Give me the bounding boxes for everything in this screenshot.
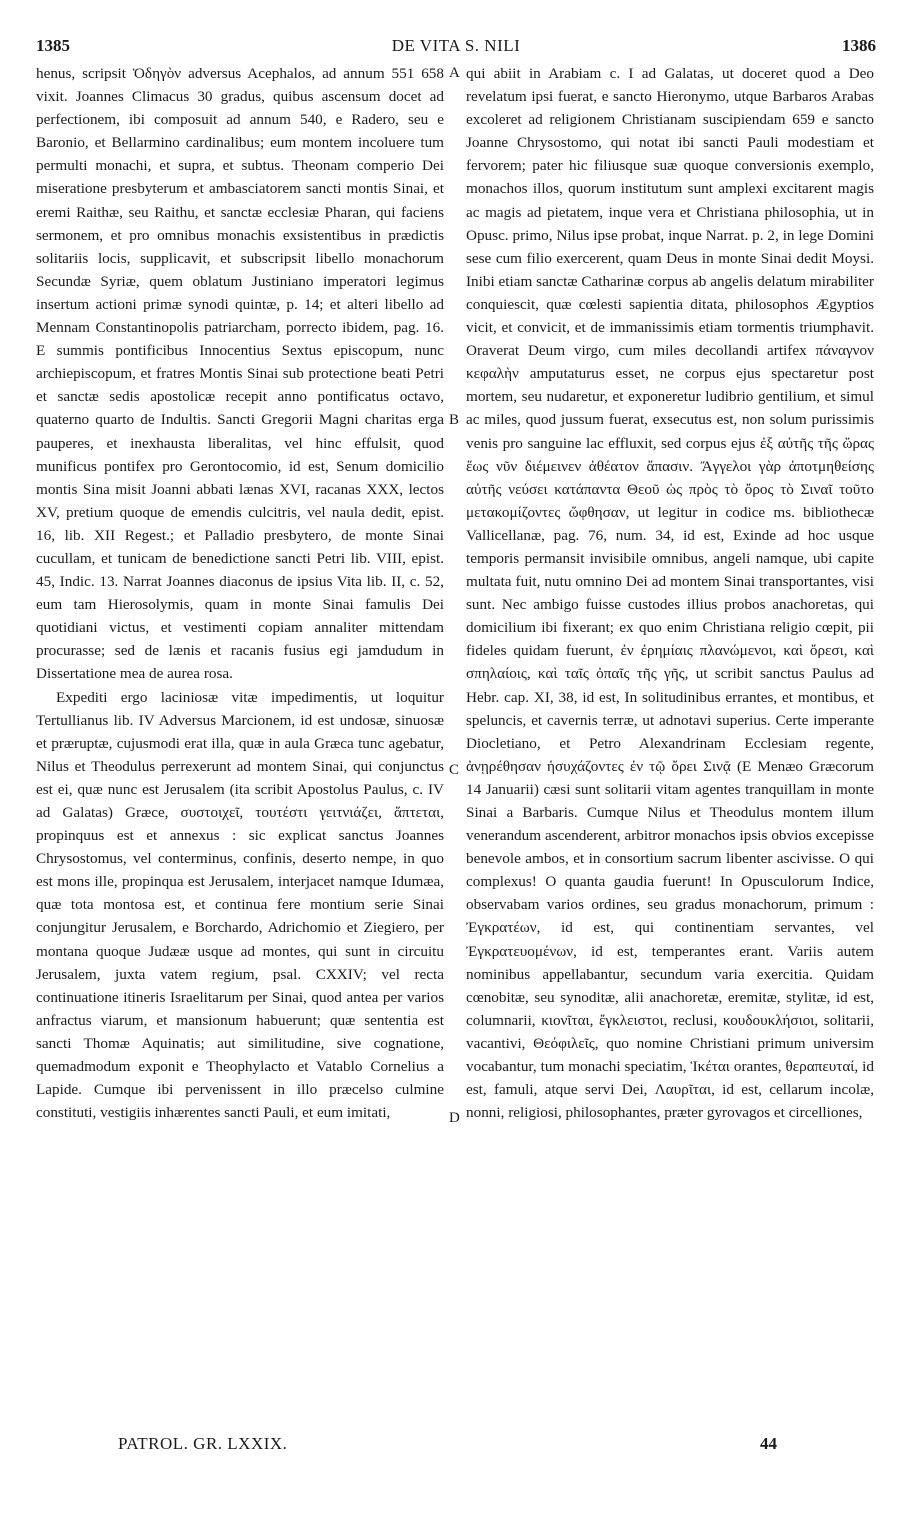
margin-letter-a: A [449,65,460,81]
running-title: DE VITA S. NILI [391,36,521,55]
paragraph-left-2: Expediti ergo laciniosæ vitæ impedimentis, ut loquitur Tertullianus lib. IV Adversus Marcionem, id est undosæ, sinuosæ et præruptæ, cujusmodi erat illa, quæ in aula Græca tunc agebatur, Nilus et Theodulus perrexerunt ad montem Sinai, qui conjunctus est ei, quæ nunc est Jerusalem (ita scribit Apostolus Paulus, c. IV ad Galatas) Græce, συστοιχεῖ, τουτέστι γειτνιάζει, ἅπτεται, propinquus est et annexus : sic explicat sanctus Joannes Chrysostomus, vel conterminus, confinis, deserto nempe, in quo est mons ille, propinqua est Jerusalem, interjacet namque Idumæa, quæ tota montosa est, et continua fere montium serie Sinai conjungitur Jerusalem, e Borchardo, Adrichomio et Ziegiero, per montana quoque Judææ usque ad montes, qui sunt in circuitu Jerusalem, juxta vatem regium, psal. CXXIV; vel recta continuatione itineris Israelitarum per Sinai, quod antea per varios anfractus viarum, et mansionum habuerunt; quæ sententia est sancti Thomæ Aquinatis; aut similitudine, sive cognatione, quemadmodum exponit e Theophylacto et Vatablo Cornelius a Lapide. Cumque ibi pervenissent in illo præcelso culmine constituti, vestigiis inhærentes sancti Pauli, et eum imitati, [36,688,444,1122]
paragraph-left-1: henus, scripsit Ὁδηγὸν adversus Acephalos, ad annum 551 658 vixit. Joannes Climacus 30 gradus, quibus ascensum docet ad perfectionem, ibi composuit ad annum 540, e Radero, seu e Baronio, et Bellarmino cardinalibus; eum montem incoluere tum permulti monachi, et supra, et subtus. Theonam comperio Dei miseratione presbyterum et ambasciatorem sancti montis Sinai, et eremi Raithæ, seu Raithu, et sanctæ ecclesiæ Pharan, qui faciens sermonem, et pro omnibus monachis exsistentibus in prædictis solitariis locis, supplicavit, et subscripsit libello monachorum Secundæ Syriæ, quem oblatum Justiniano imperatori legimus insertum actioni primæ synodi quintæ, p. 14; et alteri libello ad Mennam Constantinopolis patriarcham, porrecto ibidem, pag. 16. E summis pontificibus Innocentius Sextus episcopum, nunc archiepiscopum, et fratres Montis Sinai sub protectione beati Petri et sanctæ sedis apostolicæ recepit anno pontificatus octavo, quaterno quarto de Indultis. Sancti Gregorii Magni charitas erga pauperes, et inexhausta liberalitas, vel hinc effulsit, quod munificus pontifex pro Gerontocomio, id est, Senum domicilio montis Sina misit Joanni abbati lænas XVI, racanas XXX, lectos XV, pretium quoque de emendis culcitris, vel naula dedit, epist. 16, lib. XII Regest.; et Palladio presbytero, de monte Sinai cucullam, et tunicam de benedictione sancti Petri lib. VIII, epist. 45, Indic. 13. Narrat Joannes diaconus de ipsius Vita lib. II, c. 52, eum tam Hierosolymis, quam in monte Sinai famulis Dei quotidiani victus, et vestimenti copiam annaliter mittendam procurasse; sed de lænis et racanis fusius egi jamdudum in Dissertatione mea de aurea rosa. [36,65,444,683]
footer-volume-label: PATROL. GR. LXXIX. [118,1434,288,1453]
left-column-number: 1385 [36,36,70,55]
right-column-number: 1386 [842,36,876,55]
left-text-column [36,62,444,1124]
footer-signature-number: 44 [760,1434,777,1453]
margin-letter-b: B [449,412,460,428]
page-header [36,36,876,60]
margin-letter-c: C [449,762,460,778]
right-text-column [466,62,874,1124]
paragraph-right-1: qui abiit in Arabiam c. I ad Galatas, ut doceret quod a Deo revelatum ipsi fuerat, e sancto Hieronymo, utque Barbaros Arabas excoleret ad religionem Christianam suscipiendam 659 e sancto Joanne Chrysostomo, qui notat ibi sancti Pauli modestiam et fervorem; pater hic filiusque suæ quoque conversionis exemplo, monachos illos, quorum institutum sunt amplexi excitarent magis ac magis ad pietatem, inque vera et Christiana philosophia, ut in Opusc. primo, Nilus ipse probat, inque Narrat. p. 2, in lege Domini sese cum filio exercerent, quam Deus in monte Sinai dedit Moysi. Inibi etiam sanctæ Catharinæ corpus ab angelis delatum mirabiliter conquiescit, quæ cœlesti sapientia ditata, philosophos Ægyptios vicit, et convicit, et de immanissimis etiam tormentis triumphavit. Oraverat Deum virgo, cum miles decollandi artifex πάναγνον κεφαλὴν amputaturus esset, ne corpus ejus spectaretur post mortem, seu nudaretur, et exponeretur ludibrio gentilium, et simul ac miles, quod jussum fuerat, exsecutus est, non solum purissimis venis pro sanguine lac effluxit, sed corpus ejus ἐξ αὐτῆς τῆς ὥρας ἕως νῦν διέμεινεν ἀθέατον ἅπασιν. Ἄγγελοι γὰρ ἀποτμηθείσης αὐτῆς νεύσει κατάπαντα Θεοῦ ὡς πρὸς τὸ ὄρος τὸ Σιναῖ τοῦτο μετακομίζοντες ὤφθησαν, ut legitur in codice ms. bibliothecæ Vallicellanæ, pag. 76, num. 34, id est, Exinde ad hoc usque temporis permansit invisibile omnibus, angeli namque, ubi capite multata fuit, nutu omnino Dei ad montem Sinai transportantes, visi sunt. Nec ambigo fuisse custodes illius probos anachoretas, qui domicilium ibi fixerant; ex quo enim Christiana religio cœpit, pii fideles quidam fuerunt, ἐν ἐρημίαις πλανώμενοι, καὶ ὄρεσι, καὶ σπηλαίοις, καὶ ταῖς ὀπαῖς τῆς γῆς, ut scribit sanctus Paulus ad Hebr. cap. XI, 38, id est, In solitudinibus errantes, et montibus, et speluncis, et cavernis terræ, ut adnotavi superius. Certe imperante Diocletiano, et Petro Alexandrinam Ecclesiam regente, ἀνῃρέθησαν ἡσυχάζοντες ἐν τῷ ὄρει Σινᾷ (E Menæo Græcorum 14 Januarii) cæsi sunt solitarii vitam agentes tranquillam in monte Sinai a Barbaris. Cumque Nilus et Theodulus montem illum venerandum ascenderent, arbitror monachos ipsis obvios excepisse benevole ambos, et in consortium sacrum libenter ascivisse. O qui complexus! O quanta gaudia fuerunt! In Opusculorum Indice, observabam varios ordines, seu gradus monachorum, primum : Ἐγκρατέων, id est, qui continentiam servantes, vel Ἐγκρατευομένων, id est, temperantes erant. Variis autem nominibus appellabantur, secundum varia exercitia. Quidam cœnobitæ, seu synoditæ, alii anachoretæ, eremitæ, stylitæ, id est, columnarii, κιονῖται, ἔγκλειστοι, reclusi, κουδουκλήσιοι, solitarii, vacantivi, Θεόφιλεῖς, quo nomine Christiani primum universim vocabantur, tum monachi speciatim, Ἱκέται orantes, θεραπευταί, id est, famuli, atque servi Dei, Λαυρῖται, id est, cellarum incolæ, nonni, religiosi, philosophantes, præter gyrovagos et circelliones, [466,65,874,1122]
margin-letter-d: D [449,1110,460,1126]
